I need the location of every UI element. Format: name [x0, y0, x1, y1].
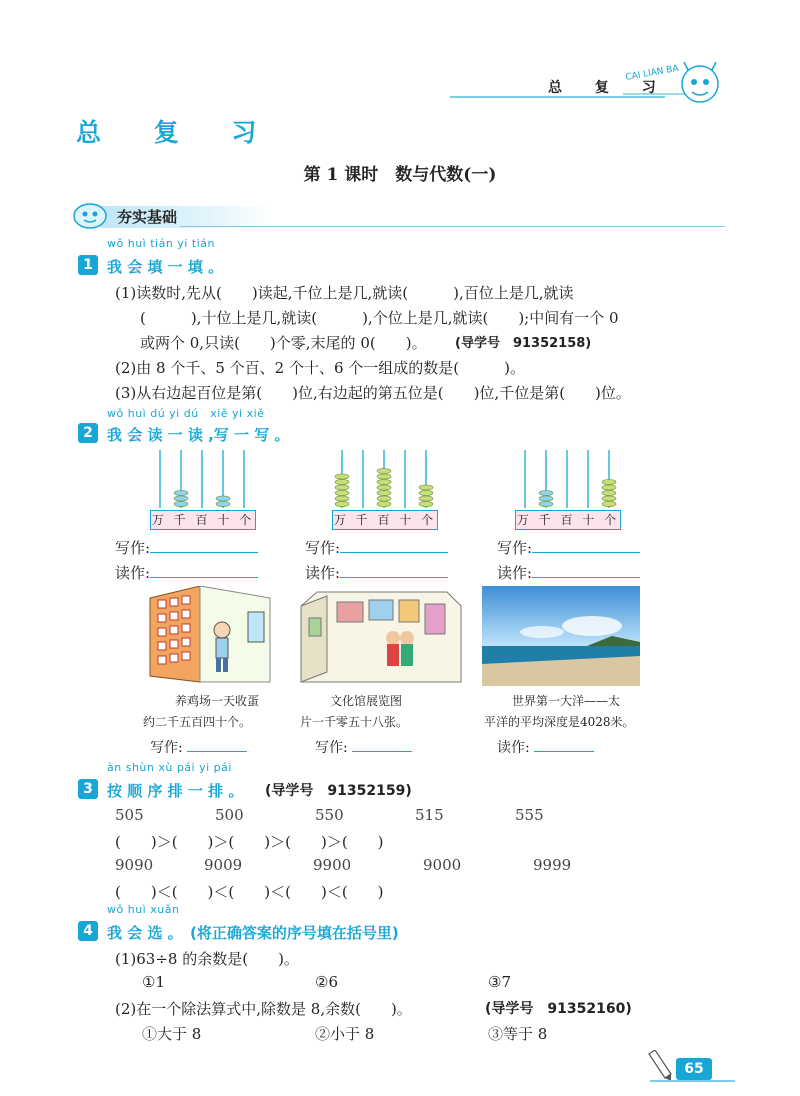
abacus-1-write-row	[115, 537, 258, 558]
q1-number-badge: 1	[78, 255, 98, 275]
q4-part1: (1)63÷8 的余数是( )。	[115, 950, 299, 968]
q3-pinyin: àn shùn xù pái yi pái	[107, 761, 232, 774]
abacus-bead	[335, 474, 349, 479]
section-title: 夯实基础	[117, 208, 178, 226]
chapter-title: 总 复 习	[76, 118, 279, 147]
picture-2-blank[interactable]	[352, 751, 412, 752]
picture-1-answer-row	[150, 737, 247, 757]
abacus-bead	[216, 496, 230, 501]
abacus-1-read-blank[interactable]	[150, 577, 258, 578]
q4-part1-option-1[interactable]: ①1	[142, 973, 165, 991]
q1-part1-line2: ( ),十位上是几,就读( ),个位上是几,就读( );中间有一个 0	[140, 309, 619, 327]
q2-number-badge: 2	[78, 423, 98, 443]
q1-reference: (导学号 91352158)	[455, 336, 592, 351]
write-label: 写作:	[115, 539, 151, 557]
q3-row1-number-1: 500	[215, 806, 244, 824]
write-label: 写作:	[305, 539, 341, 557]
q3-row2-comparison: ( )＜( )＜( )＜( )＜( )	[115, 883, 384, 901]
picture-1-blank[interactable]	[187, 751, 247, 752]
running-title: 总 复 习	[548, 80, 670, 96]
read-label: 读作:	[115, 564, 151, 582]
abacus-bead	[419, 485, 433, 490]
abacus-bead	[377, 479, 391, 484]
abacus-3-write-blank[interactable]	[532, 552, 640, 553]
logo-text: CAI LIAN BA	[624, 63, 680, 83]
picture-2-answer-row	[315, 737, 412, 757]
q4-pinyin: wǒ huì xuǎn	[107, 903, 180, 916]
abacus-bead	[335, 490, 349, 495]
abacus-2-read-blank[interactable]	[340, 577, 448, 578]
abacus-bead	[539, 490, 553, 495]
picture-2-caption-line1: 文化馆展览图	[330, 694, 403, 708]
abacus-bead	[216, 501, 230, 506]
picture-3-caption-line1: 世界第一大洋——太	[512, 694, 621, 708]
abacus-bead	[377, 485, 391, 490]
abacus-1-read-row	[115, 562, 258, 583]
q4-part2-option-2[interactable]: ②小于 8	[315, 1025, 375, 1043]
lesson-title: 第 1 课时 数与代数(一)	[303, 165, 497, 185]
abacus-3-place-labels: 万 千 百 十 个	[515, 510, 621, 530]
q3-row2-number-1: 9009	[204, 856, 243, 874]
abacus-2-write-blank[interactable]	[340, 552, 448, 553]
q4-number-badge: 4	[78, 921, 98, 941]
culture-hall-exhibition-illustration	[297, 586, 465, 686]
picture-1-label: 写作:	[150, 740, 183, 756]
page-number: 65	[676, 1058, 712, 1080]
q3-row1-number-0: 505	[115, 806, 144, 824]
abacus-bead	[602, 479, 616, 484]
read-label: 读作:	[305, 564, 341, 582]
mascot-logo-icon	[618, 60, 728, 120]
footer-rule	[650, 1080, 735, 1082]
read-label: 读作:	[497, 564, 533, 582]
abacus-1-place-labels: 万 千 百 十 个	[150, 510, 256, 530]
section-header	[70, 204, 725, 228]
q3-row2-number-4: 9999	[533, 856, 572, 874]
section-rule	[180, 226, 725, 227]
abacus-1-write-blank[interactable]	[150, 552, 258, 553]
q1-title: 我 会 填 一 填 。	[107, 258, 224, 276]
abacus-3-read-blank[interactable]	[532, 577, 640, 578]
abacus-bead	[174, 496, 188, 501]
q4-part1-option-3[interactable]: ③7	[488, 973, 511, 991]
q4-hint: (将正确答案的序号填在括号里)	[190, 924, 399, 942]
q4-part2-option-3[interactable]: ③等于 8	[488, 1025, 548, 1043]
picture-3-answer-row	[497, 737, 594, 757]
abacus-bead	[174, 490, 188, 495]
abacus-bead	[602, 490, 616, 495]
q1-part1-line3: 或两个 0,只读( )个零,末尾的 0( )。	[140, 334, 427, 352]
picture-3-label: 读作:	[497, 740, 530, 756]
abacus-2-place-labels: 万 千 百 十 个	[332, 510, 438, 530]
q4-part2-option-1[interactable]: ①大于 8	[142, 1025, 202, 1043]
picture-3-caption-line2: 平洋的平均深度是4028米。	[484, 715, 635, 729]
abacus-bead	[335, 496, 349, 501]
q4-part1-option-2[interactable]: ②6	[315, 973, 338, 991]
abacus-3	[515, 448, 623, 528]
abacus-bead	[419, 501, 433, 506]
q1-part3: (3)从右边起百位是第( )位,右边起的第五位是( )位,千位是第( )位。	[115, 384, 631, 402]
abacus-bead	[602, 485, 616, 490]
abacus-bead	[539, 496, 553, 501]
abacus-bead	[174, 501, 188, 506]
q4-reference: (导学号 91352160)	[485, 1001, 632, 1017]
abacus-bead	[377, 496, 391, 501]
q3-row1-number-4: 555	[515, 806, 544, 824]
chicken-farm-egg-shelf-illustration	[140, 586, 280, 686]
q3-row1-comparison: ( )＞( )＞( )＞( )＞( )	[115, 833, 384, 851]
abacus-bead	[377, 501, 391, 506]
abacus-bead	[602, 496, 616, 501]
write-label: 写作:	[497, 539, 533, 557]
q1-part2: (2)由 8 个千、5 个百、2 个十、6 个一组成的数是( )。	[115, 359, 525, 377]
pencil-icon	[645, 1050, 673, 1082]
q3-title: 按 顺 序 排 一 排 。	[107, 782, 244, 800]
q3-row2-number-0: 9090	[115, 856, 154, 874]
abacus-bead	[602, 501, 616, 506]
q2-pinyin: wǒ huì dú yi dú xiě yi xiě	[107, 407, 265, 420]
q3-row2-number-3: 9000	[423, 856, 462, 874]
abacus-bead	[539, 501, 553, 506]
abacus-3-read-row	[497, 562, 640, 583]
q2-title: 我 会 读 一 读 ,写 一 写 。	[107, 426, 290, 444]
picture-2-label: 写作:	[315, 740, 348, 756]
picture-1-caption-line1: 养鸡场一天收蛋	[175, 694, 260, 708]
abacus-bead	[335, 485, 349, 490]
picture-3-blank[interactable]	[534, 751, 594, 752]
abacus-bead	[335, 501, 349, 506]
abacus-bead	[377, 474, 391, 479]
abacus-3-write-row	[497, 537, 640, 558]
q4-title: 我 会 选 。	[107, 924, 183, 942]
abacus-bead	[335, 479, 349, 484]
abacus-2-write-row	[305, 537, 448, 558]
q1-part1-line1: (1)读数时,先从( )读起,千位上是几,就读( ),百位上是几,就读	[115, 284, 574, 302]
q1-pinyin: wǒ huì tián yi tián	[107, 237, 215, 250]
abacus-bead	[377, 468, 391, 473]
q3-row1-number-3: 515	[415, 806, 444, 824]
abacus-bead	[419, 496, 433, 501]
pacific-ocean-photo	[482, 586, 640, 686]
q4-part2: (2)在一个除法算式中,除数是 8,余数( )。	[115, 1000, 412, 1018]
abacus-bead	[419, 490, 433, 495]
q3-row1-number-2: 550	[315, 806, 344, 824]
q3-number-badge: 3	[78, 779, 98, 799]
q3-reference: (导学号 91352159)	[265, 783, 412, 799]
picture-2-caption-line2: 片一千零五十八张。	[300, 715, 409, 729]
abacus-1	[150, 448, 258, 528]
abacus-2-read-row	[305, 562, 448, 583]
mascot-icon	[70, 200, 110, 230]
q3-row2-number-2: 9900	[313, 856, 352, 874]
abacus-2	[332, 448, 440, 528]
picture-1-caption-line2: 约二千五百四十个。	[143, 715, 252, 729]
abacus-bead	[377, 490, 391, 495]
